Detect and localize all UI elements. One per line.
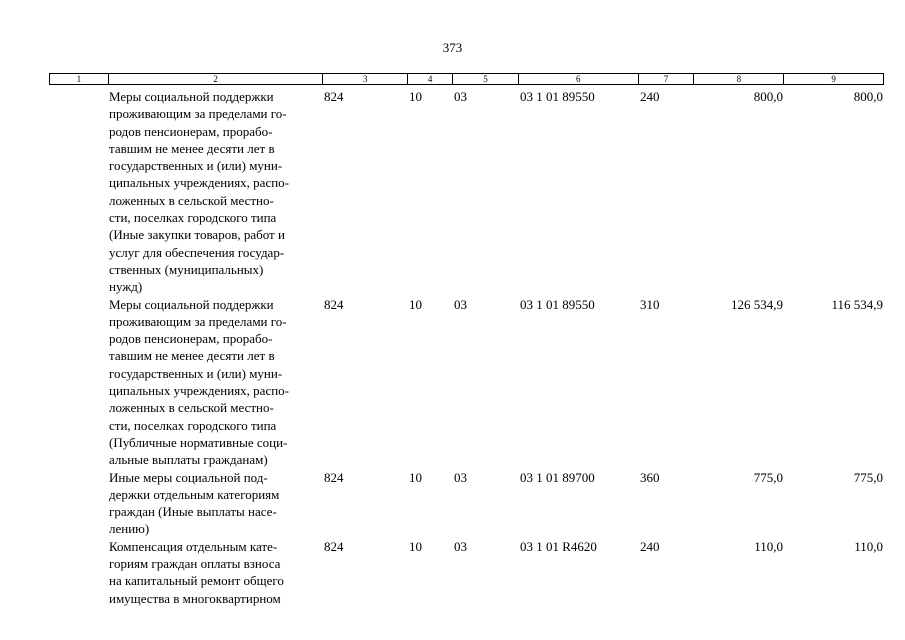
cell-col-5: 03 <box>454 469 467 485</box>
cell-col-7: 240 <box>640 89 660 104</box>
cell-col-1 <box>49 296 108 469</box>
cell-col-4: 10 <box>409 469 422 485</box>
page-number: 373 <box>442 40 463 55</box>
cell-col-9: 775,0 <box>853 469 883 485</box>
cell-col-7: 310 <box>640 296 660 312</box>
description-line: сти, поселках городского типа <box>109 210 277 226</box>
cell-col-6: 03 1 01 R4620 <box>520 538 597 554</box>
table-row <box>49 88 884 296</box>
description-line: ложенных в сельской местно- <box>109 400 274 416</box>
cell-description <box>108 538 323 607</box>
cell-col-5: 03 <box>454 296 467 312</box>
cell-col-9: 116 534,9 <box>831 296 883 312</box>
description-line: Компенсация отдельным кате- <box>109 538 278 554</box>
description-line: родов пенсионерам, прорабо- <box>109 123 273 139</box>
cell-col-1 <box>49 538 108 607</box>
description-line: держки отдельным категориям <box>109 486 280 502</box>
description-line: альные выплаты гражданам) <box>109 452 268 468</box>
cell-description <box>108 296 323 469</box>
cell-col-8: 126 534,9 <box>731 296 783 312</box>
cell-col-3: 824 <box>324 89 344 104</box>
cell-col-7: 360 <box>640 469 660 485</box>
cell-col-6: 03 1 01 89550 <box>520 89 595 104</box>
description-line: государственных и (или) муни- <box>109 365 283 381</box>
cell-col-8: 110,0 <box>754 538 783 554</box>
description-line: Меры социальной поддержки <box>109 89 274 104</box>
cell-col-7: 240 <box>640 538 660 554</box>
description-line: граждан (Иные выплаты насе- <box>109 504 277 520</box>
description-line: услуг для обеспечения государ- <box>109 244 285 260</box>
table-row <box>49 469 884 538</box>
cell-col-9: 110,0 <box>854 538 883 554</box>
description-line: (Иные закупки товаров, работ и <box>109 227 285 243</box>
description-line: родов пенсионерам, прорабо- <box>109 331 273 347</box>
table-row <box>49 538 884 607</box>
description-line: гориям граждан оплаты взноса <box>109 556 281 572</box>
header-col-2: 2 <box>109 74 323 84</box>
description-line: тавшим не менее десяти лет в <box>109 140 275 156</box>
table-body <box>49 88 884 607</box>
cell-description <box>108 469 323 538</box>
header-col-1: 1 <box>50 74 109 84</box>
header-col-6: 6 <box>519 74 639 84</box>
cell-col-3: 824 <box>324 469 344 485</box>
description-line: Меры социальной поддержки <box>109 296 274 312</box>
description-line: тавшим не менее десяти лет в <box>109 348 275 364</box>
description-line: проживающим за пределами го- <box>109 106 287 122</box>
description-line: лению) <box>109 521 150 537</box>
cell-col-8: 775,0 <box>753 469 783 485</box>
description-line: проживающим за пределами го- <box>109 313 287 329</box>
header-col-5: 5 <box>453 74 519 84</box>
description-line: на капитальный ремонт общего <box>109 573 284 589</box>
header-col-3: 3 <box>323 74 408 84</box>
cell-col-5: 03 <box>454 89 467 104</box>
cell-col-5: 03 <box>454 538 467 554</box>
description-line: ципальных учреждениях, распо- <box>109 383 290 399</box>
cell-col-8: 800,0 <box>753 89 783 104</box>
cell-col-4: 10 <box>409 89 422 104</box>
cell-col-6: 03 1 01 89700 <box>520 469 595 485</box>
cell-col-1 <box>49 88 108 296</box>
cell-col-1 <box>49 469 108 538</box>
description-line: ципальных учреждениях, распо- <box>109 175 290 191</box>
description-line: нужд) <box>109 279 143 295</box>
description-line: государственных и (или) муни- <box>109 158 283 174</box>
description-line: сти, поселках городского типа <box>109 417 277 433</box>
table-row <box>49 296 884 469</box>
header-col-7: 7 <box>639 74 695 84</box>
cell-col-9: 800,0 <box>853 89 883 104</box>
cell-description <box>108 88 323 296</box>
table-header <box>49 73 884 85</box>
cell-col-4: 10 <box>409 538 422 554</box>
header-col-4: 4 <box>408 74 453 84</box>
header-col-9: 9 <box>831 74 836 84</box>
description-line: (Публичные нормативные соци- <box>109 434 288 450</box>
cell-col-3: 824 <box>324 538 344 554</box>
description-line: ственных (муниципальных) <box>109 261 264 277</box>
cell-col-3: 824 <box>324 296 344 312</box>
description-line: Иные меры социальной под- <box>109 469 268 485</box>
cell-col-4: 10 <box>409 296 422 312</box>
header-col-8: 8 <box>694 74 784 84</box>
description-line: имущества в многоквартирном <box>109 590 281 606</box>
description-line: ложенных в сельской местно- <box>109 192 274 208</box>
cell-col-6: 03 1 01 89550 <box>520 296 595 312</box>
